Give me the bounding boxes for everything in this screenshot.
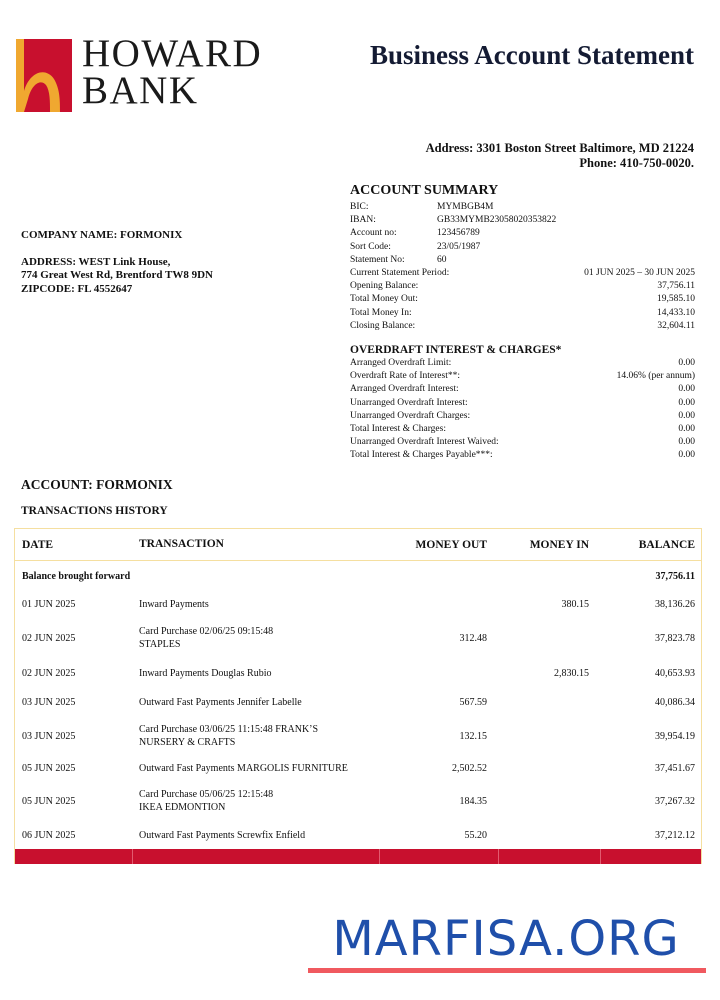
overdraft-section: [350, 344, 695, 463]
page-title: Business Account Statement: [369, 40, 694, 70]
account-summary: [350, 183, 695, 333]
table-row: 02 JUN 2025 Inward Payments Douglas Rubio 2,830.15 40,653.93: [22, 667, 695, 679]
brought-forward-balance: 37,756.11: [655, 570, 695, 582]
bank-logo-icon: [16, 39, 72, 112]
bank-contact: [426, 141, 694, 171]
brought-forward-label: Balance brought forward: [22, 570, 131, 582]
summary-row: BIC: MYMBGB4M: [350, 202, 494, 212]
overdraft-row: Arranged Overdraft Limit: 0.00: [350, 358, 695, 368]
summary-total-row: Total Money In: 14,433.10: [350, 307, 695, 318]
company-info: [21, 229, 213, 296]
overdraft-row: Total Interest & Charges: 0.00: [350, 424, 695, 435]
overdraft-row: Arranged Overdraft Interest: 0.00: [350, 384, 695, 395]
summary-total-row: Opening Balance: 37,756.11: [350, 281, 695, 292]
table-row: 02 JUN 2025 Card Purchase 02/06/25 09:15:48 STAPLES 312.48 37,823.78: [22, 626, 695, 650]
transactions-title: TRANSACTIONS HISTORY: [21, 505, 168, 517]
account-summary-title: ACCOUNT SUMMARY: [350, 183, 499, 198]
table-row: 01 JUN 2025 Inward Payments 380.15 38,136.26: [22, 599, 695, 610]
table-row: 03 JUN 2025 Outward Fast Payments Jennifer Labelle 567.59 40,086.34: [22, 696, 695, 708]
watermark-underline: [308, 968, 706, 973]
bank-address: Address: 3301 Boston Street Baltimore, MD 21224: [425, 141, 694, 155]
table-row: 05 JUN 2025 Card Purchase 05/06/25 12:15:48 IKEA EDMONTION 184.35 37,267.32: [22, 789, 695, 813]
summary-row: IBAN: GB33MYMB23058020353822: [350, 215, 557, 226]
column-header-balance: BALANCE: [638, 538, 695, 551]
bank-name: [82, 32, 263, 112]
balance-brought-forward-row: [15, 561, 701, 591]
summary-row: Sort Code: 23/05/1987: [350, 241, 481, 252]
summary-total-row: Total Money Out: 19,585.10: [350, 294, 695, 305]
bank-logo: [16, 32, 276, 115]
column-header-transaction: TRANSACTION: [139, 538, 224, 550]
column-header-money-in: MONEY IN: [529, 538, 589, 551]
summary-row: Statement No: 60: [350, 254, 447, 265]
summary-row: Account no: 123456789: [350, 228, 480, 239]
overdraft-title: OVERDRAFT INTEREST & CHARGES*: [350, 344, 562, 356]
table-header: [15, 529, 701, 561]
column-header-date: DATE: [22, 538, 54, 551]
table-row: 05 JUN 2025 Outward Fast Payments MARGOLIS FURNITURE 2,502.52 37,451.67: [22, 763, 695, 774]
bank-name-line2: BANK: [82, 69, 199, 112]
column-header-money-out: MONEY OUT: [415, 538, 487, 551]
table-row: 06 JUN 2025 Outward Fast Payments Screwfix Enfield 55.20 37,212.12: [22, 829, 695, 841]
summary-total-row: Closing Balance: 32,604.11: [350, 320, 695, 331]
table-row: 03 JUN 2025 Card Purchase 03/06/25 11:15:48 FRANK’S NURSERY & CRAFTS 132.15 39,954.19: [22, 724, 695, 748]
summary-total-row: Current Statement Period: 01 JUN 2025 – 30 JUN 2025: [350, 268, 695, 279]
account-title: ACCOUNT: FORMONIX: [21, 477, 173, 492]
company-name: COMPANY NAME: FORMONIX: [21, 229, 183, 241]
company-address-line2: 774 Great West Rd, Brentford TW8 9DN: [21, 269, 213, 281]
transactions-table: [14, 528, 702, 864]
overdraft-row: Unarranged Overdraft Interest Waived: 0.00: [350, 437, 695, 448]
company-zipcode: ZIPCODE: FL 4552647: [21, 282, 133, 295]
company-address-line1: ADDRESS: WEST Link House,: [21, 255, 171, 268]
table-footer-bar: [15, 849, 701, 864]
overdraft-row: Overdraft Rate of Interest**: 14.06% (per annum): [350, 371, 695, 382]
overdraft-row: Unarranged Overdraft Charges: 0.00: [350, 410, 695, 421]
watermark-text: MARFISA.ORG: [332, 911, 680, 967]
bank-phone: Phone: 410-750-0020.: [579, 156, 694, 170]
overdraft-row: Unarranged Overdraft Interest: 0.00: [350, 397, 695, 408]
overdraft-row: Total Interest & Charges Payable***: 0.00: [350, 450, 695, 461]
bank-name-line1: HOWARD: [82, 32, 263, 75]
